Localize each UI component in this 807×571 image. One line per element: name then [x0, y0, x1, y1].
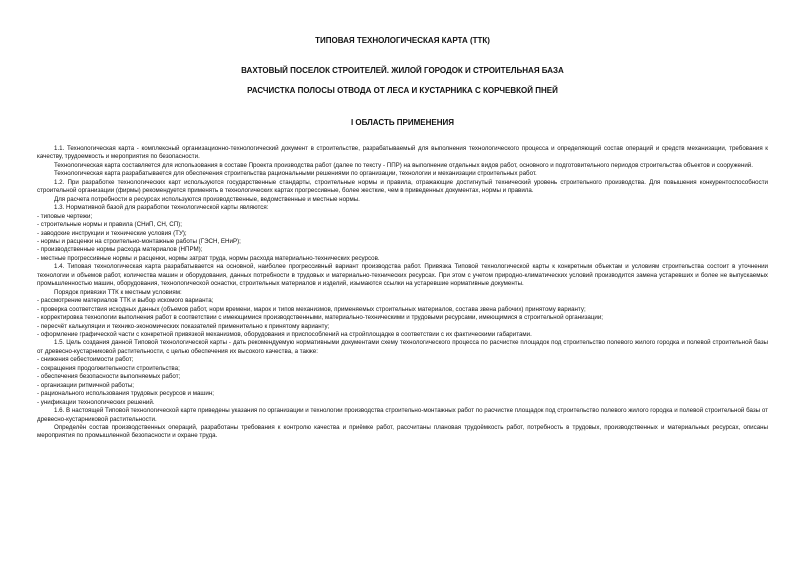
list-item: - заводские инструкции и технические условия (ТУ);: [37, 229, 187, 237]
paragraph: Для расчета потребности в ресурсах используются производственные, ведомственные и местные нормы.: [54, 195, 360, 203]
document-body: [37, 145, 768, 441]
paragraph-1-3: 1.3. Нормативной базой для разработки технологической карты являются:: [54, 204, 269, 212]
list-item: - оформление графической части с конкретной привязкой механизмов, оборудования и приспособлений на стройплощадке в соответствии с их фактическими габаритами.: [37, 330, 532, 338]
list-item: - сокращения продолжительности строительства;: [37, 364, 180, 372]
list-item: - рационального использования трудовых ресурсов и машин;: [37, 390, 214, 398]
document-subtitle: ВАХТОВЫЙ ПОСЕЛОК СТРОИТЕЛЕЙ. ЖИЛОЙ ГОРОДОК И СТРОИТЕЛЬНАЯ БАЗА: [241, 66, 564, 75]
paragraph-1-1: 1.1. Технологическая карта - комплексный организационно-технологический документ в строительстве, разрабатываемый для выполнения технологического процесса и определяющий состав операций и средств механизации, требования к качеству, трудоемкость и мероприятия по безопасности.: [37, 145, 768, 161]
paragraph: Технологическая карта разрабатывается для обеспечения строительства рациональными решениями по организации, технологии и механизации строительных работ.: [54, 170, 537, 178]
list-item: - производственные нормы расхода материалов (НПРМ);: [37, 246, 203, 254]
list-item: - корректировка технологии выполнения работ в соответствии с имеющимися производственными, материально-техническими и трудовыми ресурсами, имеющимися в строительной организации;: [37, 314, 604, 322]
list-item: - организации ритмичной работы;: [37, 381, 134, 389]
list-item: - рассмотрение материалов ТТК и выбор искомого варианта;: [37, 297, 214, 305]
list-item: - типовые чертежи;: [37, 212, 93, 220]
list-item: - проверка соответствия исходных данных (объемов работ, норм времени, марок и типов механизмов, применяемых строительных материалов, состава звена рабочих) принятому варианту;: [37, 305, 586, 313]
paragraph-1-2: 1.2. При разработке технологических карт используются государственные стандарты, строительные нормы и правила, отражающие достигнутый технический уровень строительного производства. Для повышения конкурентоспособности строительной организации (фирмы) рекомендуется применять в технологических картах прогрессивные, более жесткие, чем в приведенных документах, нормы и правила.: [37, 178, 768, 195]
document-title: ТИПОВАЯ ТЕХНОЛОГИЧЕСКАЯ КАРТА (ТТК): [315, 36, 490, 45]
list-item: - унификации технологических решений.: [37, 398, 155, 406]
list-item: - местные прогрессивные нормы и расценки, нормы затрат труда, нормы расхода материально-технических ресурсов.: [37, 254, 380, 262]
paragraph: Технологическая карта составляется для использования в составе Проекта производства работ (далее по тексту - ППР) на выполнение отдельных видов работ, основного и подготовительного периодов строительства объектов и сооружений.: [54, 161, 753, 169]
list-item: - снижения себестоимости работ;: [37, 356, 134, 364]
paragraph-1-5: 1.5. Цель создания данной Типовой технологической карты - дать рекомендуемую нормативными документами схему технологического процесса по расчистке площадок под строительство полевого жилого городка и полевой строительной базы от древесно-кустарниковой растительности, с целью обеспечения их высокого качества, а также:: [37, 339, 768, 355]
list-item: - обеспечения безопасности выполняемых работ;: [37, 373, 181, 381]
section-heading: I ОБЛАСТЬ ПРИМЕНЕНИЯ: [350, 118, 455, 127]
paragraph-1-6: 1.6. В настоящей Типовой технологической карте приведены указания по организации и технологии производства строительно-монтажных работ по расчистке площадок под строительство полевого жилого городка и полевой строительной базы от древесно-кустарниковой растительности.: [37, 407, 768, 423]
list-item: - нормы и расценки на строительно-монтажные работы (ГЭСН, ЕНиР);: [37, 237, 241, 245]
list-item: - строительные нормы и правила (СНиП, СН, СП);: [37, 221, 182, 229]
document-subject: РАСЧИСТКА ПОЛОСЫ ОТВОДА ОТ ЛЕСА И КУСТАРНИКА С КОРЧЕВКОЙ ПНЕЙ: [247, 86, 558, 95]
paragraph: Порядок привязки ТТК к местным условиям:: [54, 288, 182, 296]
paragraph: Определён состав производственных операций, разработаны требования к контролю качества и приёмке работ, рассчитаны плановая трудоёмкость работ, потребность в трудовых, производственных и материальных ресурсах, описаны мероприятия по промышленной безопасности и охране труда.: [37, 423, 768, 440]
paragraph-1-4: 1.4. Типовая технологическая карта разрабатывается на основной, наиболее прогрессивный вариант производства работ. Привязка Типовой технологической карты к конкретным объектам и условиям строительства состоит в уточнении технологии и объемов работ, количества машин и оборудования, данных потребности в трудовых и материально-технических ресурсах. При этом с учетом природно-климатических условий производится замена устаревших и более не выпускаемых промышленностью машин, оборудования, технологической оснастки, строительных материалов и изделий, изымаются ссылки на устаревшие нормативные документы.: [37, 263, 768, 288]
list-item: - пересчёт калькуляции и технико-экономических показателей применительно к принятому варианту;: [37, 322, 330, 330]
